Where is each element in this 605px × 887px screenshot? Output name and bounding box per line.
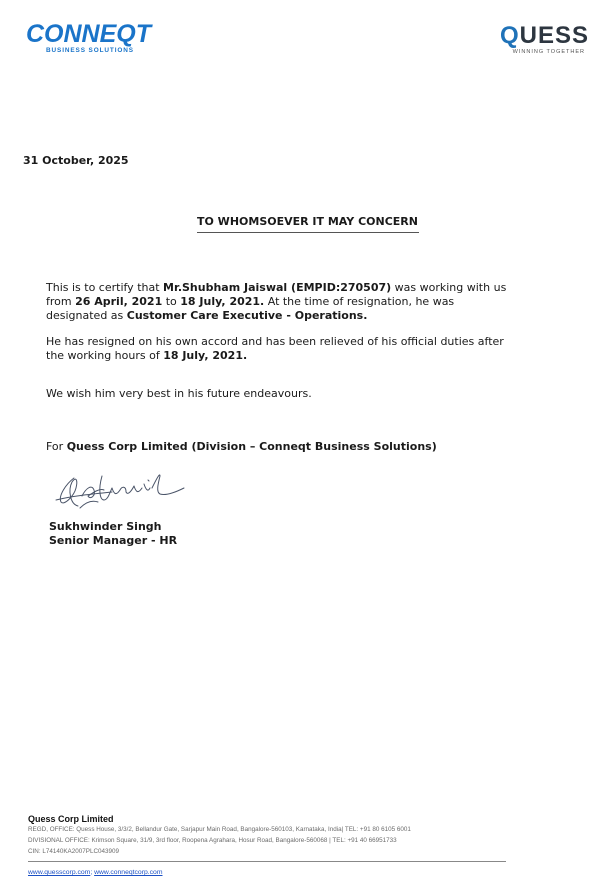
employee-id: (EMPID:270507) <box>287 281 392 294</box>
para1-text: This is to certify that <box>46 281 164 294</box>
conneqt-logo-tagline: BUSINESS SOLUTIONS <box>46 47 134 54</box>
conneqt-logo-word: CONNEQT <box>26 20 151 48</box>
footer-regd-office: REGD, OFFICE: Quess House, 3/3/2, Bellandur Gate, Sarjapur Main Road, Bangalore-560103, Karnataka, India| TEL: +91 80 6105 6001 <box>28 826 411 833</box>
letter-date: 31 October, 2025 <box>23 154 129 167</box>
letter-subject: TO WHOMSOEVER IT MAY CONCERN <box>197 215 418 228</box>
footer-cin: CIN: L74140KA2007PLC043909 <box>28 848 120 855</box>
footer-divisional-office: DIVISIONAL OFFICE: Krimson Square, 31/9, 3rd floor, Roopena Agrahara, Hosur Road, Bangalore-560068 | TEL: +91 40 66951733 <box>28 837 397 844</box>
employee-name: Mr.Shubham Jaiswal <box>163 281 288 294</box>
signature-image <box>52 466 192 512</box>
quesscorp-link[interactable]: www.quesscorp.com <box>28 869 91 876</box>
relieving-paragraph <box>46 335 516 363</box>
footer-link-separator: ; <box>90 869 93 876</box>
para1-text: to <box>162 295 181 308</box>
quess-logo-tagline: WINNING TOGETHER <box>512 49 585 55</box>
footer-company-name: Quess Corp Limited <box>28 814 114 824</box>
para1-text: was working with us from <box>46 281 507 308</box>
quess-logo <box>500 24 589 56</box>
relieving-date: 18 July, 2021. <box>163 349 248 362</box>
footer-links <box>28 869 163 876</box>
footer-divider <box>28 861 506 862</box>
quess-logo-q: Q <box>499 22 520 49</box>
subject-underline <box>197 232 419 233</box>
certification-paragraph <box>46 281 516 323</box>
start-date: 26 April, 2021 <box>75 295 163 308</box>
end-date: 18 July, 2021. <box>180 295 265 308</box>
signatory-title: Senior Manager - HR <box>49 534 178 547</box>
designation: Customer Care Executive - Operations. <box>126 309 368 322</box>
para2-text: He has resigned on his own accord and has been relieved of his official duties after the working hours of <box>46 335 504 362</box>
para1-text: At the time of resignation, he was designated as <box>46 295 455 322</box>
for-prefix: For <box>46 440 67 453</box>
quess-logo-rest: UESS <box>519 22 589 49</box>
conneqt-logo <box>26 22 151 55</box>
quess-logo-word <box>500 24 589 48</box>
wishes-paragraph: We wish him very best in his future endeavours. <box>46 387 312 400</box>
for-company: Quess Corp Limited (Division – Conneqt Business Solutions) <box>66 440 437 453</box>
signatory-name: Sukhwinder Singh <box>49 520 162 533</box>
for-company-line <box>46 440 437 454</box>
conneqtcorp-link[interactable]: www.conneqtcorp.com <box>94 869 163 876</box>
